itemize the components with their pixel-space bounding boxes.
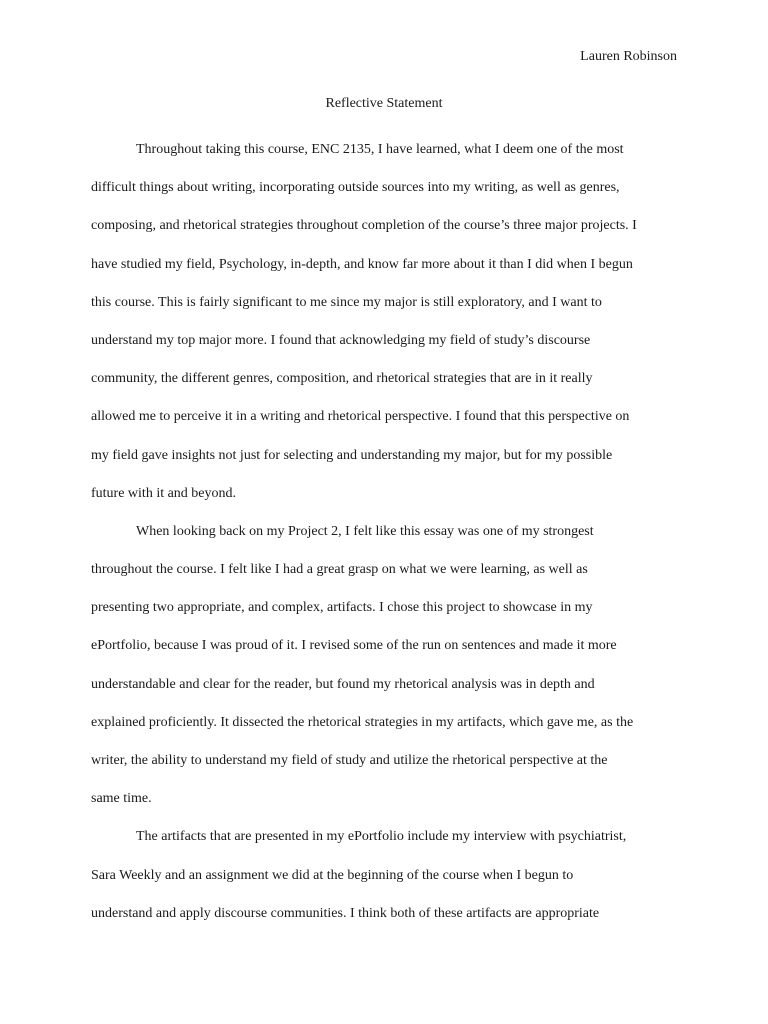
text-line: future with it and beyond. bbox=[91, 485, 237, 501]
text-line: Throughout taking this course, ENC 2135, I have learned, what I deem one of the most bbox=[136, 142, 624, 157]
text-line: throughout the course. I felt like I had a great grasp on what we were learning, as well as bbox=[91, 562, 588, 578]
text-line: presenting two appropriate, and complex, artifacts. I chose this project to showcase in my bbox=[91, 600, 593, 616]
text-line: When looking back on my Project 2, I felt like this essay was one of my strongest bbox=[136, 523, 594, 539]
text-line: have studied my field, Psychology, in-depth, and know far more about it than I did when I begun bbox=[91, 256, 633, 272]
author-name: Lauren Robinson bbox=[580, 49, 677, 64]
text-line: this course. This is fairly significant to me since my major is still exploratory, and I want to bbox=[91, 294, 602, 310]
paragraph-1 bbox=[91, 131, 681, 513]
text-line: same time. bbox=[91, 791, 152, 807]
text-line: allowed me to perceive it in a writing and rhetorical perspective. I found that this perspective on bbox=[91, 409, 630, 425]
paragraph-3 bbox=[91, 818, 681, 933]
text-line: ePortfolio, because I was proud of it. I revised some of the run on sentences and made it more bbox=[91, 638, 617, 654]
page-title: Reflective Statement bbox=[325, 96, 443, 111]
text-line: understand and apply discourse communities. I think both of these artifacts are appropriate bbox=[91, 905, 600, 921]
paragraph-2 bbox=[91, 513, 681, 819]
text-line: The artifacts that are presented in my ePortfolio include my interview with psychiatrist, bbox=[136, 829, 627, 845]
text-line: understand my top major more. I found that acknowledging my field of study’s discourse bbox=[91, 332, 591, 348]
text-line: explained proficiently. It dissected the rhetorical strategies in my artifacts, which gave me, as the bbox=[91, 714, 634, 730]
text-line: composing, and rhetorical strategies throughout completion of the course’s three major projects. I bbox=[91, 218, 637, 234]
text-line: writer, the ability to understand my field of study and utilize the rhetorical perspective at the bbox=[91, 753, 608, 768]
text-line: understandable and clear for the reader, but found my rhetorical analysis was in depth and bbox=[91, 676, 595, 692]
text-line: Sara Weekly and an assignment we did at the beginning of the course when I begun to bbox=[91, 867, 574, 883]
document-body bbox=[91, 131, 681, 933]
text-line: my field gave insights not just for selecting and understanding my major, but for my possible bbox=[91, 447, 613, 463]
text-line: community, the different genres, composition, and rhetorical strategies that are in it really bbox=[91, 371, 593, 387]
text-line: difficult things about writing, incorporating outside sources into my writing, as well as genres, bbox=[91, 180, 620, 196]
